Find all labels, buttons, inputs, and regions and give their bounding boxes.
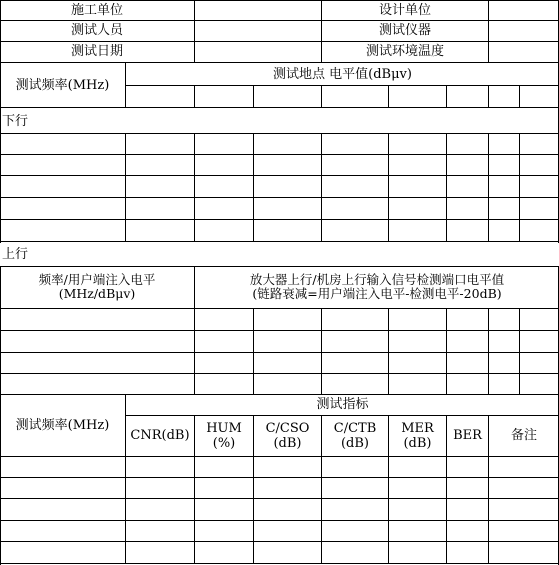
- downlink-cell[interactable]: [389, 176, 446, 197]
- downlink-cell[interactable]: [389, 220, 446, 241]
- indicator-cell[interactable]: [322, 499, 388, 520]
- freq-inject-header: [0, 266, 194, 308]
- test-personnel-value[interactable]: [195, 21, 321, 41]
- indicator-cell[interactable]: [1, 499, 125, 520]
- downlink-cell[interactable]: [1, 134, 125, 154]
- uplink-cell[interactable]: [489, 331, 519, 352]
- uplink-cell[interactable]: [322, 331, 388, 352]
- uplink-cell[interactable]: [322, 374, 388, 394]
- indicator-freq-header: 测试频率(MHz): [15, 417, 110, 433]
- uplink-cell[interactable]: [520, 331, 558, 352]
- downlink-cell[interactable]: [447, 220, 488, 241]
- indicator-cell[interactable]: [447, 457, 488, 477]
- downlink-cell[interactable]: [489, 176, 519, 197]
- uplink-cell[interactable]: [254, 374, 321, 394]
- downlink-cell[interactable]: [322, 220, 388, 241]
- freq-inject-line2: (MHz/dBμv): [58, 286, 136, 301]
- uplink-cell[interactable]: [1, 353, 194, 373]
- uplink-cell[interactable]: [195, 331, 253, 352]
- downlink-cell[interactable]: [520, 176, 558, 197]
- construction-unit-label: 施工单位: [70, 2, 123, 18]
- downlink-cell[interactable]: [520, 220, 558, 241]
- uplink-cell[interactable]: [389, 331, 446, 352]
- level-freq-header: 测试频率(MHz): [15, 78, 110, 93]
- test-date-label: 测试日期: [70, 44, 123, 59]
- indicator-cell[interactable]: [254, 499, 321, 520]
- indicator-cell[interactable]: [195, 521, 253, 541]
- uplink-cell[interactable]: [254, 331, 321, 352]
- test-personnel-label: 测试人员: [70, 23, 123, 38]
- location-level-header: 测试地点 电平值(dBμv): [273, 66, 412, 82]
- downlink-cell[interactable]: [389, 198, 446, 219]
- downlink-cell[interactable]: [126, 176, 194, 197]
- remarks-header: 备注: [510, 428, 537, 443]
- indicator-cell[interactable]: [322, 478, 388, 498]
- test-instrument-label: 测试仪器: [378, 23, 431, 38]
- indicator-cell[interactable]: [1, 457, 125, 477]
- downlink-cell[interactable]: [322, 176, 388, 197]
- cctb-line2: (dB): [340, 435, 370, 451]
- uplink-cell[interactable]: [1, 309, 194, 330]
- downlink-cell[interactable]: [489, 220, 519, 241]
- downlink-cell[interactable]: [1, 220, 125, 241]
- indicator-cell[interactable]: [447, 521, 488, 541]
- downlink-cell[interactable]: [389, 134, 446, 154]
- uplink-cell[interactable]: [447, 309, 488, 330]
- ccso-line2: (dB): [273, 435, 302, 451]
- downlink-cell[interactable]: [254, 198, 321, 219]
- cctb-header: [322, 415, 388, 456]
- hum-line1: HUM: [206, 420, 242, 436]
- uplink-cell[interactable]: [520, 353, 558, 373]
- ccso-header: [254, 415, 321, 456]
- uplink-cell[interactable]: [389, 353, 446, 373]
- uplink-cell[interactable]: [447, 331, 488, 352]
- downlink-cell[interactable]: [195, 176, 253, 197]
- uplink-cell[interactable]: [1, 374, 194, 394]
- downlink-cell[interactable]: [322, 155, 388, 175]
- indicator-cell[interactable]: [389, 499, 446, 520]
- ber-header: BER: [453, 428, 482, 443]
- uplink-cell[interactable]: [520, 309, 558, 330]
- location-cell[interactable]: [126, 86, 194, 107]
- location-cell[interactable]: [447, 86, 488, 107]
- indicator-cell[interactable]: [126, 499, 194, 520]
- indicator-cell[interactable]: [447, 542, 488, 563]
- indicator-cell[interactable]: [1, 521, 125, 541]
- indicator-cell[interactable]: [489, 457, 558, 477]
- indicator-cell[interactable]: [322, 542, 388, 563]
- hum-header: [195, 415, 253, 456]
- downlink-cell[interactable]: [195, 198, 253, 219]
- indicator-cell[interactable]: [195, 499, 253, 520]
- indicator-cell[interactable]: [1, 542, 125, 563]
- mer-line1: MER: [401, 420, 434, 436]
- downlink-cell[interactable]: [489, 198, 519, 219]
- test-env-temp-value[interactable]: [489, 42, 558, 62]
- cnr-header: CNR(dB): [130, 428, 190, 443]
- uplink-cell[interactable]: [322, 353, 388, 373]
- test-date-value[interactable]: [195, 42, 321, 62]
- downlink-cell[interactable]: [254, 176, 321, 197]
- downlink-cell[interactable]: [126, 220, 194, 241]
- uplink-cell[interactable]: [447, 374, 488, 394]
- downlink-cell[interactable]: [126, 134, 194, 154]
- downlink-cell[interactable]: [322, 198, 388, 219]
- indicator-cell[interactable]: [126, 457, 194, 477]
- location-cell[interactable]: [254, 86, 321, 107]
- location-cell[interactable]: [389, 86, 446, 107]
- uplink-cell[interactable]: [489, 309, 519, 330]
- test-instrument-value[interactable]: [489, 21, 558, 41]
- location-cell[interactable]: [195, 86, 253, 107]
- indicator-cell[interactable]: [254, 542, 321, 563]
- downlink-cell[interactable]: [126, 155, 194, 175]
- indicator-cell[interactable]: [389, 542, 446, 563]
- indicator-cell[interactable]: [254, 457, 321, 477]
- mer-line2: (dB): [403, 435, 432, 451]
- indicator-cell[interactable]: [489, 521, 558, 541]
- indicator-cell[interactable]: [1, 478, 125, 498]
- indicator-cell[interactable]: [322, 457, 388, 477]
- indicator-cell[interactable]: [195, 478, 253, 498]
- indicators-header: 测试指标: [316, 397, 369, 412]
- uplink-cell[interactable]: [389, 309, 446, 330]
- downlink-cell[interactable]: [447, 155, 488, 175]
- downlink-cell[interactable]: [322, 134, 388, 154]
- indicator-cell[interactable]: [389, 478, 446, 498]
- location-cell[interactable]: [489, 86, 519, 107]
- cctb-line1: C/CTB: [333, 420, 377, 436]
- uplink-cell[interactable]: [389, 374, 446, 394]
- indicator-cell[interactable]: [126, 478, 194, 498]
- downlink-cell[interactable]: [447, 134, 488, 154]
- uplink-cell[interactable]: [489, 353, 519, 373]
- downlink-cell[interactable]: [254, 155, 321, 175]
- indicator-cell[interactable]: [489, 542, 558, 563]
- uplink-cell[interactable]: [195, 309, 253, 330]
- location-cell[interactable]: [520, 86, 558, 107]
- downlink-cell[interactable]: [520, 198, 558, 219]
- uplink-cell[interactable]: [489, 374, 519, 394]
- indicator-cell[interactable]: [126, 542, 194, 563]
- uplink-cell[interactable]: [254, 353, 321, 373]
- indicator-cell[interactable]: [447, 478, 488, 498]
- downlink-cell[interactable]: [254, 220, 321, 241]
- uplink-cell[interactable]: [447, 353, 488, 373]
- indicator-cell[interactable]: [489, 478, 558, 498]
- uplink-label: 上行: [2, 246, 29, 262]
- indicator-cell[interactable]: [195, 542, 253, 563]
- downlink-cell[interactable]: [489, 134, 519, 154]
- uplink-cell[interactable]: [1, 331, 194, 352]
- design-unit-label: 设计单位: [378, 2, 431, 18]
- downlink-cell[interactable]: [447, 176, 488, 197]
- uplink-cell[interactable]: [195, 374, 253, 394]
- uplink-cell[interactable]: [254, 309, 321, 330]
- ccso-line1: C/CSO: [265, 420, 310, 436]
- indicator-cell[interactable]: [195, 457, 253, 477]
- indicator-cell[interactable]: [489, 499, 558, 520]
- downlink-cell[interactable]: [195, 134, 253, 154]
- downlink-cell[interactable]: [126, 198, 194, 219]
- indicator-cell[interactable]: [447, 499, 488, 520]
- location-cell[interactable]: [322, 86, 388, 107]
- downlink-cell[interactable]: [195, 155, 253, 175]
- indicator-cell[interactable]: [389, 521, 446, 541]
- indicator-cell[interactable]: [322, 521, 388, 541]
- mer-header: [389, 415, 446, 456]
- test-env-temp-label: 测试环境温度: [365, 44, 444, 59]
- downlink-cell[interactable]: [389, 155, 446, 175]
- downlink-cell[interactable]: [489, 155, 519, 175]
- downlink-cell[interactable]: [254, 134, 321, 154]
- design-unit-value[interactable]: [489, 1, 558, 20]
- indicator-cell[interactable]: [126, 521, 194, 541]
- amp-uplink-line1: 放大器上行/机房上行输入信号检测端口电平值: [249, 272, 505, 287]
- downlink-cell[interactable]: [1, 198, 125, 219]
- construction-unit-value[interactable]: [195, 1, 321, 20]
- uplink-cell[interactable]: [520, 374, 558, 394]
- downlink-cell[interactable]: [1, 155, 125, 175]
- downlink-cell[interactable]: [447, 198, 488, 219]
- hum-line2: (%): [212, 435, 236, 451]
- downlink-cell[interactable]: [520, 134, 558, 154]
- amp-uplink-header: [195, 266, 559, 308]
- downlink-cell[interactable]: [195, 220, 253, 241]
- indicator-cell[interactable]: [389, 457, 446, 477]
- downlink-cell[interactable]: [1, 176, 125, 197]
- amp-uplink-line2: (链路衰减=用户端注入电平-检测电平-20dB): [252, 286, 502, 301]
- uplink-cell[interactable]: [195, 353, 253, 373]
- downlink-cell[interactable]: [520, 155, 558, 175]
- uplink-cell[interactable]: [322, 309, 388, 330]
- downlink-label: 下行: [2, 113, 29, 129]
- freq-inject-line1: 频率/用户端注入电平: [38, 272, 156, 287]
- indicator-cell[interactable]: [254, 478, 321, 498]
- indicator-cell[interactable]: [254, 521, 321, 541]
